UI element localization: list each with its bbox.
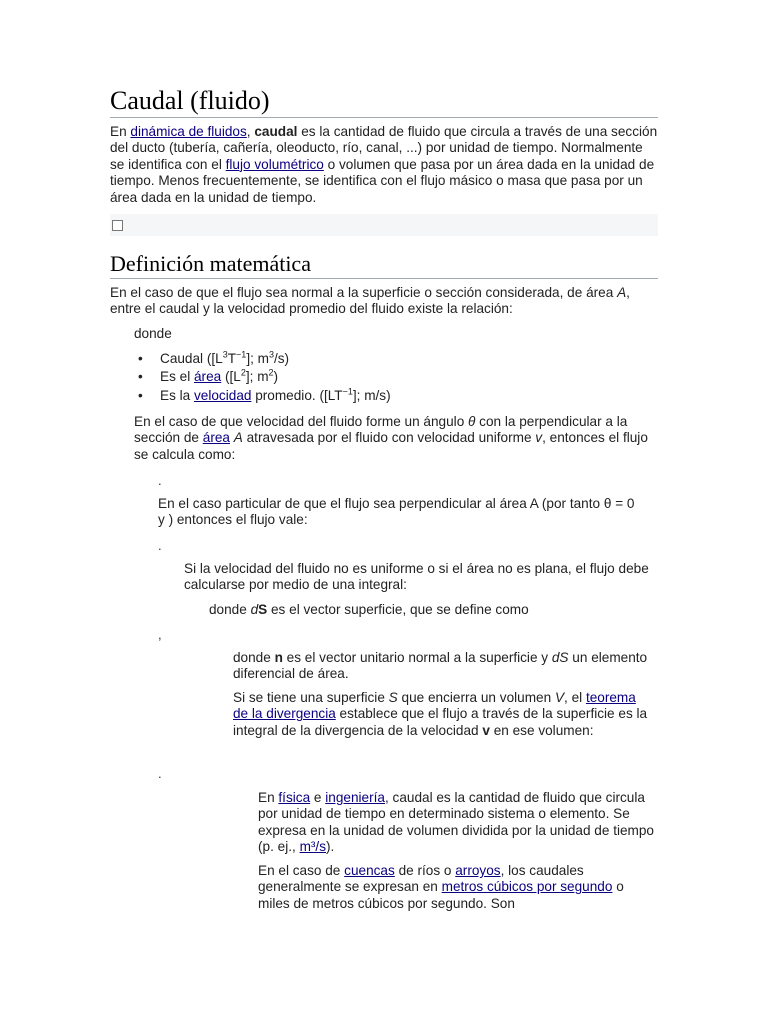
paragraph: En el caso particular de que el flujo sea perpendicular al área A (por tanto θ = 0 y ) entonces el flujo vale: [158,496,635,528]
text: /s) [273,351,290,366]
text: Si se tiene una superficie [233,690,389,705]
formula-placeholder: . [158,538,162,553]
list-item [134,388,634,404]
text: promedio. ([LT [251,387,343,403]
text: , [246,124,255,139]
text: de ríos o [394,863,456,878]
text: , entonces el flujo se calcula como: [134,430,648,462]
var: A [617,285,627,300]
text: , los caudales generalmente se expresan en [258,863,584,895]
formula-placeholder: . [158,766,162,781]
sup: 2 [268,367,274,378]
link-area[interactable]: área [202,430,230,446]
broken-image-icon [112,220,123,231]
variable-list [134,351,634,404]
link-teorema-de-la-divergencia[interactable]: teorema de la divergencia [233,690,636,722]
link-cuencas[interactable]: cuencas [344,863,395,878]
text: ]; m/s) [352,387,391,403]
text: ) [273,369,279,385]
link-metros-cubicos-por-segundo[interactable]: metros cúbicos por segundo [441,879,613,895]
text: En el caso de [258,863,345,878]
link-velocidad[interactable]: velocidad [194,387,252,403]
var: θ [468,414,476,429]
paragraph [134,414,658,463]
text: atravesada por el fluido con velocidad uniforme [242,430,536,446]
text: un elemento diferencial de área. [233,650,648,682]
var: dS [551,650,569,665]
link-dinamica-de-fluidos[interactable]: dinámica de fluidos [130,124,247,139]
var: S [388,690,398,705]
text: Caudal ([L [160,351,223,366]
paragraph [258,863,658,912]
link-area[interactable]: área [194,369,222,385]
paragraph: Si la velocidad del fluido no es uniforme o si el área no es plana, el flujo debe calcularse por medio de una integral: [184,561,649,593]
image-placeholder [110,214,658,236]
text: es la cantidad de fluido que circula a través de una sección del ducto (tubería, cañería, oleoducto, río, canal, ...) por unidad de tiempo. Normalmente se identifica con el [110,124,658,172]
link-ingenieria[interactable]: ingeniería [325,790,385,805]
text: donde [209,602,251,617]
text: ]; m [246,351,269,366]
paragraph [233,650,648,683]
link-flujo-volumetrico[interactable]: flujo volumétrico [225,156,324,172]
donde-label: donde [134,326,172,341]
text: Es la [160,387,194,403]
text: ). [326,839,335,855]
text: en ese volumen: [489,722,594,738]
text: ]; m [245,369,269,385]
text: En [258,790,279,805]
formula-placeholder: , [158,627,162,642]
text: ([L [221,369,241,385]
text: , el [564,690,586,705]
paragraph [258,790,658,856]
list-item [134,351,634,367]
var: V [554,690,565,705]
text: , caudal es la cantidad de fluido que circula por unidad de tiempo en determinado sistema o elemento. Se expresa en la unidad de volumen dividida por la unidad de tiempo (p. ej., [258,790,654,855]
var: v [482,722,490,738]
bold-term: caudal [254,124,298,139]
var: d [250,602,259,617]
var: v [535,430,543,446]
formula-placeholder: . [158,473,162,488]
text: Es el [160,369,194,385]
text: e [310,790,326,805]
text: En [110,124,131,139]
intro-paragraph [110,124,658,206]
sup: −1 [342,386,353,397]
sup: −1 [236,349,247,360]
text: T [227,351,237,366]
sup: 3 [222,349,228,360]
text: donde [233,650,275,665]
link-m3-s[interactable]: m³/s [299,839,326,855]
var: S [258,602,268,617]
var: n [274,650,283,665]
text: , entre el caudal y la velocidad promedio del fluido existe la relación: [110,285,630,317]
link-arroyos[interactable]: arroyos [455,863,501,878]
text: es el vector superficie, que se define como [267,602,529,617]
page-title: Caudal (fluido) [110,86,658,118]
section-heading: Definición matemática [110,251,658,279]
sup: 2 [240,367,246,378]
paragraph [209,602,658,618]
paragraph [233,690,648,739]
list-item [134,369,634,385]
paragraph [110,285,658,318]
text: es el vector unitario normal a la superficie y [282,650,552,665]
text: En el caso de que velocidad del fluido forme un ángulo [134,414,469,429]
text: o miles de metros cúbicos por segundo. Son [258,879,624,911]
var: A [233,430,243,446]
sup: 3 [268,349,274,360]
text: o volumen que pasa por un área dada en la unidad de tiempo. Menos frecuentemente, se identifica con el flujo másico o masa que pasa por un área dada en la unidad de tiempo. [110,156,655,205]
text: En el caso de que el flujo sea normal a la superficie o sección considerada, de área [110,285,618,300]
link-fisica[interactable]: física [278,790,311,805]
text: que encierra un volumen [397,690,555,705]
text: establece que el flujo a través de la superficie es la integral de la divergencia de la velocidad [233,706,648,738]
text: con la perpendicular a la sección de [134,414,628,446]
